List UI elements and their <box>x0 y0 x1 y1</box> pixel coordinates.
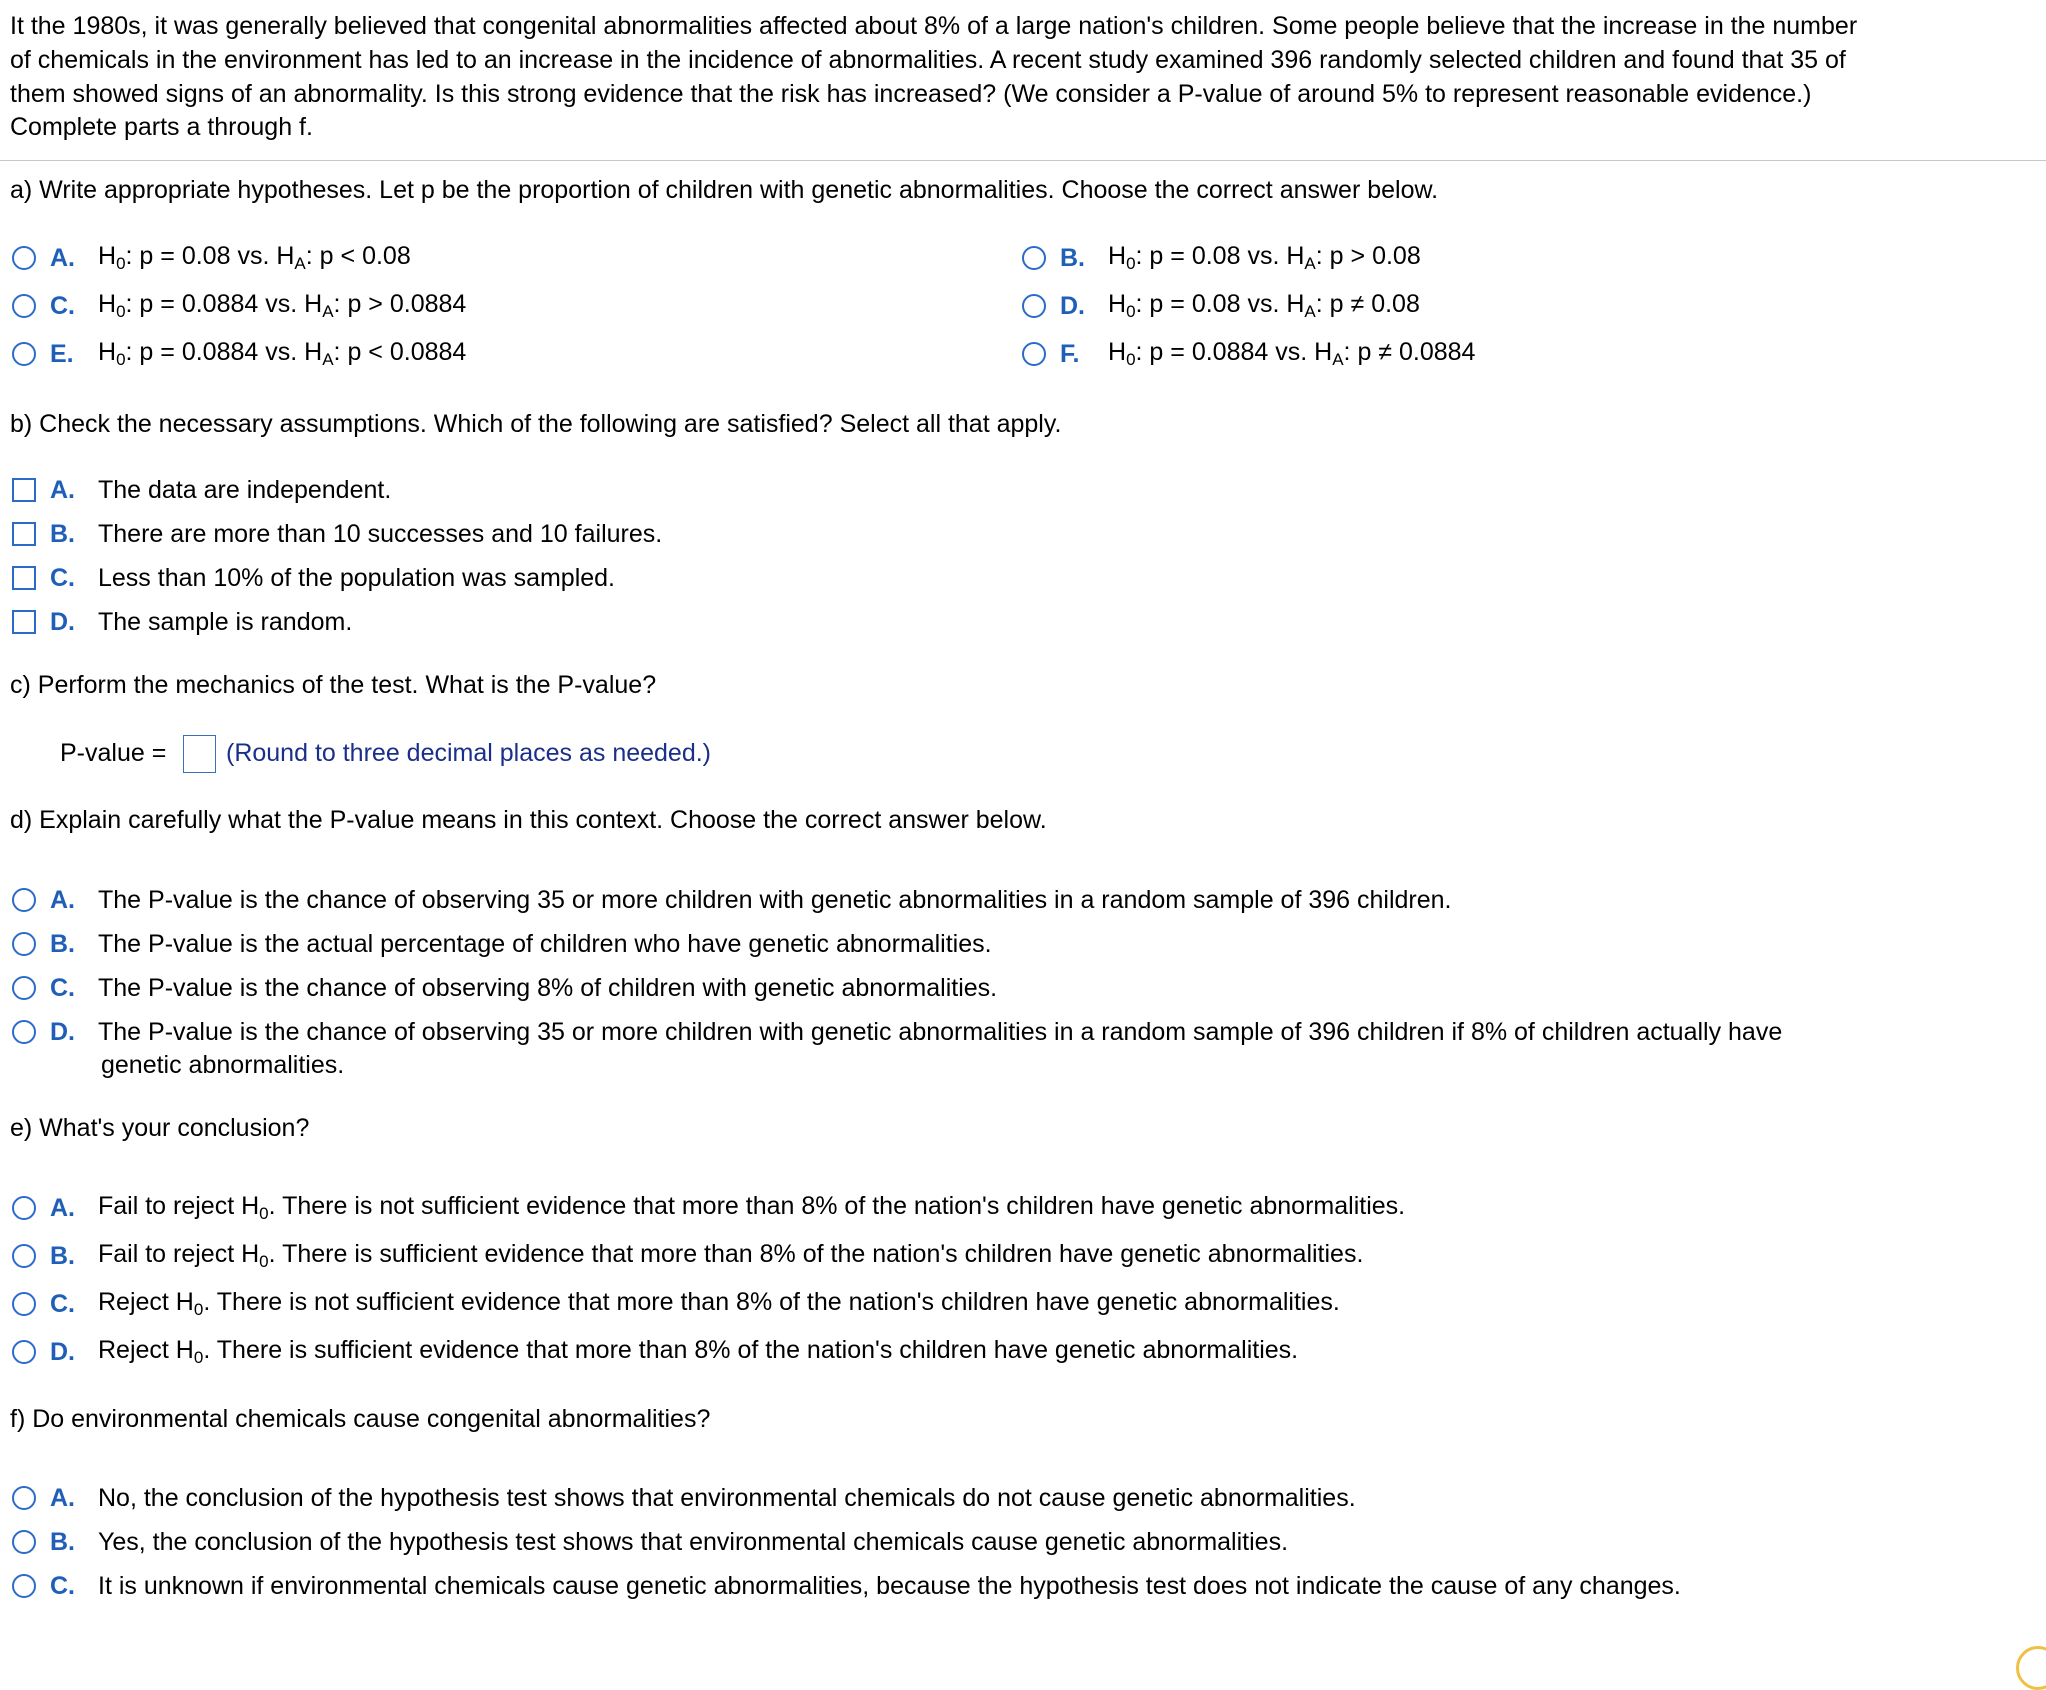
option-text: It is unknown if environmental chemicals cause genetic abnormalities, because the hypothesis test does not indicate the cause of any changes. <box>98 1571 1681 1600</box>
checkbox[interactable] <box>12 522 36 546</box>
part-f-option-a[interactable] <box>12 1480 1356 1516</box>
part-b-option-a[interactable] <box>12 472 391 508</box>
intro-line-1: It the 1980s, it was generally believed that congenital abnormalities affected about 8% of a large nation's children. Some people believe that the increase in the number <box>10 12 1858 40</box>
part-e-option-d[interactable] <box>12 1334 1298 1370</box>
option-text: Yes, the conclusion of the hypothesis test shows that environmental chemicals cause genetic abnormalities. <box>98 1527 1289 1556</box>
part-a-option-b[interactable] <box>1022 240 1421 276</box>
option-letter: A. <box>50 1483 75 1512</box>
radio-button[interactable] <box>12 246 36 270</box>
option-letter: A. <box>50 475 75 504</box>
option-letter: A. <box>50 243 75 272</box>
option-text: The data are independent. <box>98 475 392 504</box>
checkbox[interactable] <box>12 566 36 590</box>
option-letter: C. <box>50 563 75 592</box>
hypothesis-text: $H_0$: p = 0.0884 vs. $H_A$: p < 0.0884 <box>98 338 467 369</box>
option-letter: A. <box>50 885 75 914</box>
intro-line-4: Complete parts a through f. <box>10 113 313 141</box>
part-a-option-a[interactable] <box>12 240 411 276</box>
option-letter: D. <box>50 1337 75 1366</box>
checkbox[interactable] <box>12 610 36 634</box>
option-text: No, the conclusion of the hypothesis test shows that environmental chemicals do not cause genetic abnormalities. <box>98 1483 1356 1512</box>
part-d-option-d[interactable] <box>12 1014 1782 1050</box>
part-d-prompt: d) Explain carefully what the P-value means in this context. Choose the correct answer below. <box>10 806 1047 834</box>
part-b-option-d[interactable] <box>12 604 352 640</box>
option-letter: B. <box>50 519 75 548</box>
option-text: Reject $H_0$. There is sufficient evidence that more than 8% of the nation's children have genetic abnormalities. <box>98 1336 1299 1367</box>
part-f-option-b[interactable] <box>12 1524 1288 1560</box>
part-a-option-e[interactable] <box>12 336 466 372</box>
part-e-prompt: e) What's your conclusion? <box>10 1114 310 1142</box>
option-letter: F. <box>1060 339 1080 368</box>
p-value-input[interactable] <box>183 735 216 773</box>
part-b-option-b[interactable] <box>12 516 662 552</box>
part-d-option-a[interactable] <box>12 882 1452 918</box>
option-text: The P-value is the actual percentage of children who have genetic abnormalities. <box>98 929 992 958</box>
radio-button[interactable] <box>12 1486 36 1510</box>
option-text: The P-value is the chance of observing 35 or more children with genetic abnormalities in a random sample of 396 children. <box>98 885 1452 914</box>
radio-button[interactable] <box>12 342 36 366</box>
option-text: Reject $H_0$. There is not sufficient evidence that more than 8% of the nation's children have genetic abnormalities. <box>98 1288 1340 1319</box>
option-text: There are more than 10 successes and 10 failures. <box>98 519 663 548</box>
help-icon[interactable] <box>2016 1646 2046 1690</box>
divider <box>0 160 2046 161</box>
option-letter: B. <box>1060 243 1085 272</box>
radio-button[interactable] <box>12 932 36 956</box>
radio-button[interactable] <box>1022 342 1046 366</box>
part-a-option-d[interactable] <box>1022 288 1420 324</box>
part-b-option-c[interactable] <box>12 560 615 596</box>
part-f-option-c[interactable] <box>12 1568 1681 1604</box>
option-letter: B. <box>50 1527 75 1556</box>
radio-button[interactable] <box>12 1196 36 1220</box>
part-e-option-c[interactable] <box>12 1286 1340 1322</box>
option-letter: D. <box>50 1017 75 1046</box>
radio-button[interactable] <box>12 1244 36 1268</box>
radio-button[interactable] <box>1022 246 1046 270</box>
option-text: Fail to reject $H_0$. There is not sufficient evidence that more than 8% of the nation's children have genetic abnormalities. <box>98 1192 1406 1223</box>
option-text: The P-value is the chance of observing 35 or more children with genetic abnormalities in a random sample of 396 children if 8% of children actually have <box>98 1017 1783 1046</box>
radio-button[interactable] <box>12 1020 36 1044</box>
part-e-option-b[interactable] <box>12 1238 1363 1274</box>
option-letter: B. <box>50 929 75 958</box>
option-letter: C. <box>50 1289 75 1318</box>
option-text: The sample is random. <box>98 607 353 636</box>
hypothesis-text: $H_0$: p = 0.0884 vs. $H_A$: p > 0.0884 <box>98 290 467 321</box>
checkbox[interactable] <box>12 478 36 502</box>
option-letter: C. <box>50 1571 75 1600</box>
radio-button[interactable] <box>12 1574 36 1598</box>
option-letter: A. <box>50 1193 75 1222</box>
radio-button[interactable] <box>12 888 36 912</box>
part-e-option-a[interactable] <box>12 1190 1405 1226</box>
part-a-option-c[interactable] <box>12 288 466 324</box>
hypothesis-text: $H_0$: p = 0.08 vs. $H_A$: p ≠ 0.08 <box>1108 290 1420 321</box>
radio-button[interactable] <box>1022 294 1046 318</box>
p-value-label: P-value = <box>60 739 167 767</box>
option-letter: C. <box>50 973 75 1002</box>
radio-button[interactable] <box>12 1340 36 1364</box>
radio-button[interactable] <box>12 1530 36 1554</box>
radio-button[interactable] <box>12 1292 36 1316</box>
hypothesis-text: $H_0$: p = 0.08 vs. $H_A$: p < 0.08 <box>98 242 411 273</box>
intro-line-3: them showed signs of an abnormality. Is this strong evidence that the risk has increased? (We consider a P-value of around 5% to represent reasonable evidence.) <box>10 80 1812 108</box>
part-c-prompt: c) Perform the mechanics of the test. What is the P-value? <box>10 671 657 699</box>
rounding-hint: (Round to three decimal places as needed.) <box>226 739 712 767</box>
option-letter: C. <box>50 291 75 320</box>
radio-button[interactable] <box>12 976 36 1000</box>
option-letter: D. <box>50 607 75 636</box>
option-letter: D. <box>1060 291 1085 320</box>
intro-line-2: of chemicals in the environment has led to an increase in the incidence of abnormalities. A recent study examined 396 randomly selected children and found that 35 of <box>10 46 1846 74</box>
radio-button[interactable] <box>12 294 36 318</box>
part-f-prompt: f) Do environmental chemicals cause congenital abnormalities? <box>10 1405 711 1433</box>
hypothesis-text: $H_0$: p = 0.0884 vs. $H_A$: p ≠ 0.0884 <box>1108 338 1476 369</box>
option-text: The P-value is the chance of observing 8% of children with genetic abnormalities. <box>98 973 998 1002</box>
part-a-option-f[interactable] <box>1022 336 1475 372</box>
part-d-option-b[interactable] <box>12 926 992 962</box>
part-a-prompt: a) Write appropriate hypotheses. Let p be the proportion of children with genetic abnormalities. Choose the correct answer below. <box>10 176 1439 204</box>
option-text: Less than 10% of the population was sampled. <box>98 563 616 592</box>
option-letter: E. <box>50 339 74 368</box>
option-text: Fail to reject $H_0$. There is sufficient evidence that more than 8% of the nation's children have genetic abnormalities. <box>98 1240 1364 1271</box>
part-b-prompt: b) Check the necessary assumptions. Which of the following are satisfied? Select all that apply. <box>10 410 1062 438</box>
option-letter: B. <box>50 1241 75 1270</box>
part-d-option-c[interactable] <box>12 970 997 1006</box>
part-d-option-d-continued: genetic abnormalities. <box>101 1051 345 1079</box>
hypothesis-text: $H_0$: p = 0.08 vs. $H_A$: p > 0.08 <box>1108 242 1421 273</box>
